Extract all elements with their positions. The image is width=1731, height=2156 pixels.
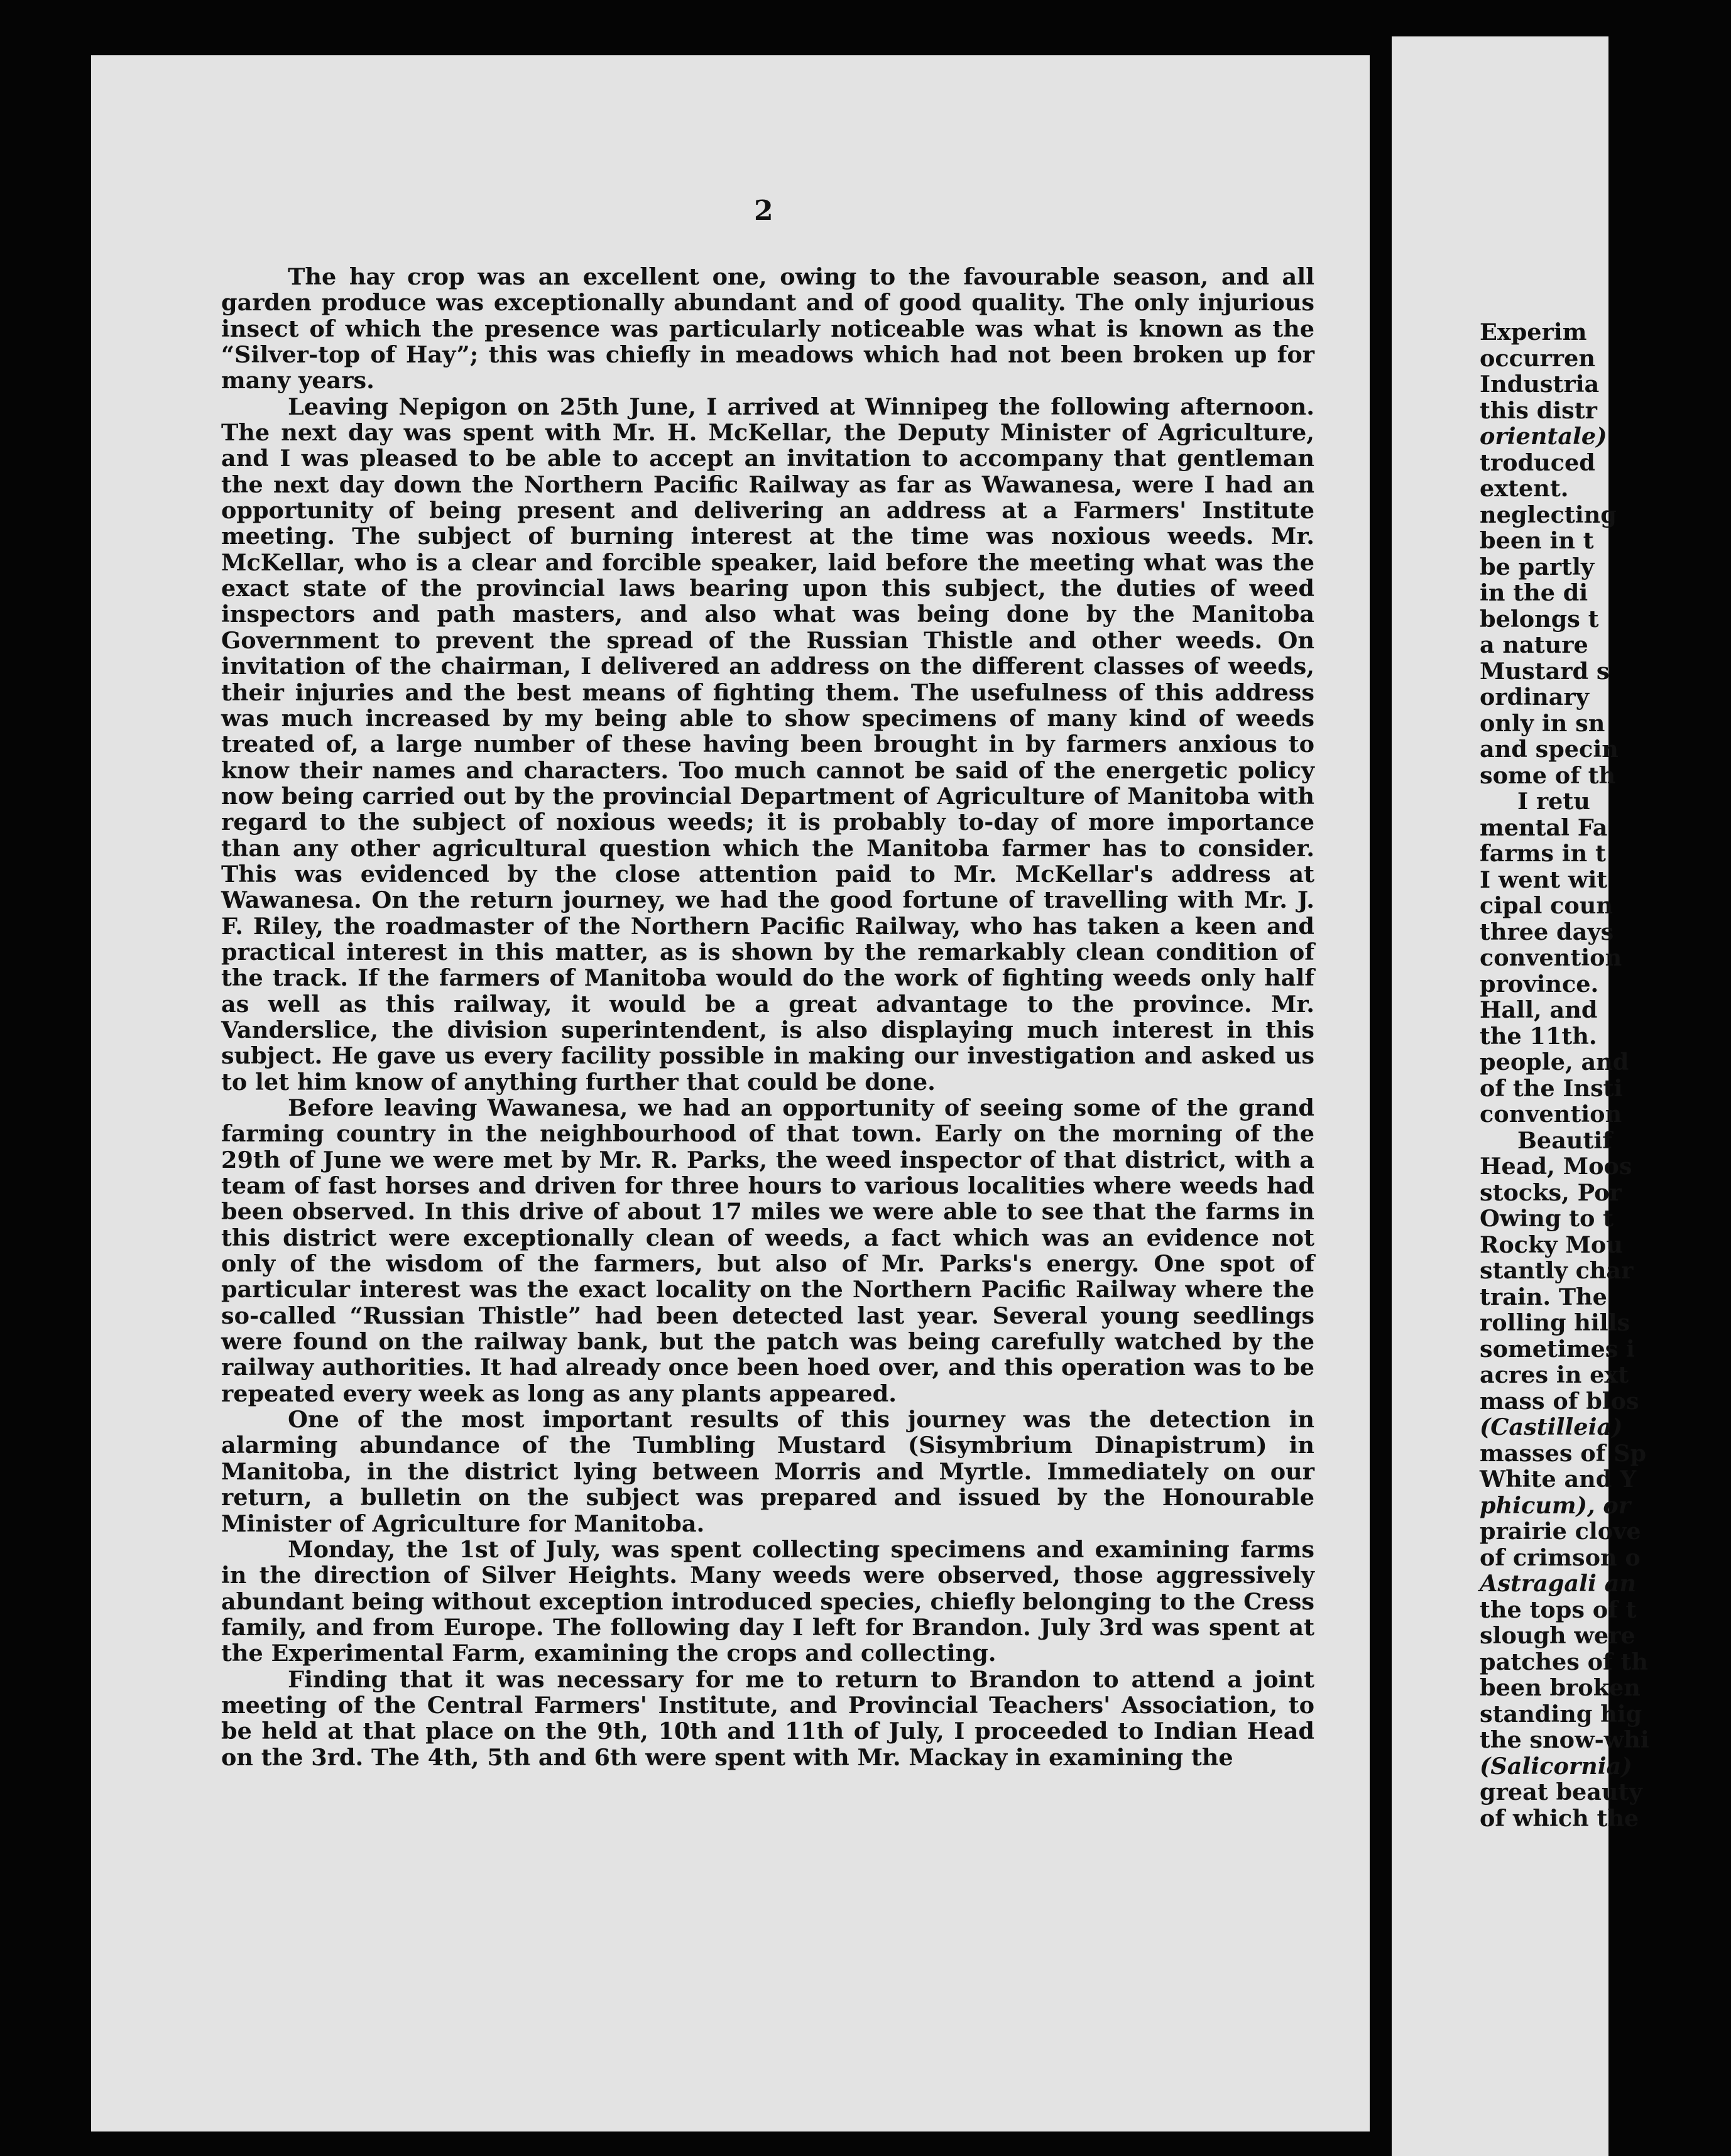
right-page-line: mental Fa bbox=[1480, 814, 1608, 841]
right-page-line: masses of Sp bbox=[1480, 1439, 1647, 1467]
right-page-line: patches of th bbox=[1480, 1648, 1648, 1675]
right-page-line: this distr bbox=[1480, 396, 1597, 424]
right-page-line: in the di bbox=[1480, 579, 1588, 606]
right-page-line: Owing to t bbox=[1480, 1205, 1614, 1232]
right-page-line: occurren bbox=[1480, 344, 1595, 372]
right-page-line: Rocky Mou bbox=[1480, 1231, 1623, 1258]
right-page-line: belongs t bbox=[1480, 605, 1599, 633]
page-gutter bbox=[1370, 25, 1392, 2156]
right-page-line: people, and bbox=[1480, 1048, 1629, 1075]
right-page-line: train. The bbox=[1480, 1283, 1607, 1310]
right-page-line: White and Y bbox=[1480, 1466, 1637, 1493]
right-page-line: farms in t bbox=[1480, 840, 1606, 867]
right-page-line: three days bbox=[1480, 918, 1614, 945]
right-page-line: troduced bbox=[1480, 449, 1595, 476]
right-page-line: acres in ext bbox=[1480, 1361, 1629, 1388]
right-page-line: I went wit bbox=[1480, 866, 1608, 893]
body-text bbox=[221, 264, 1314, 1770]
right-page-line: the snow-whi bbox=[1480, 1726, 1649, 1753]
right-page-line: slough were bbox=[1480, 1622, 1635, 1649]
paragraph: Before leaving Wawanesa, we had an opportunity of seeing some of the grand farming country in the neighbourhood of that town. Early on the morning of the 29th of June we were met by Mr. R. Parks, the weed inspector of that district, with a team of fast horses and driven for three hours to various localities where weeds had been observed. In this drive of about 17 miles we were able to see that the farms in this district were exceptionally clean of weeds, a fact which was an evidence not only of the wisdom of the farmers, but also of Mr. Parks's energy. One spot of particular interest was the exact locality on the Northern Pacific Railway where the so-called “Russian Thistle” had been detected last year. Several young seedlings were found on the railway bank, but the patch was being carefully watched by the railway authorities. It had already once been hoed over, and this operation was to be repeated every week as long as any plants appeared. bbox=[221, 1094, 1314, 1407]
right-page-line: province. bbox=[1480, 970, 1599, 998]
right-page-line: Beautif bbox=[1517, 1126, 1613, 1154]
right-page-line: been broken bbox=[1480, 1674, 1641, 1701]
right-page-line: (Salicornia) bbox=[1480, 1752, 1632, 1780]
right-page-line: sometimes i bbox=[1480, 1335, 1635, 1363]
paragraph: Monday, the 1st of July, was spent collecting specimens and examining farms in the direction of Silver Heights. Many weeds were observed, those aggressively abundant being without exception introduced species, chiefly belonging to the Cress family, and from Europe. The following day I left for Brandon. July 3rd was spent at the Experimental Farm, examining the crops and collecting. bbox=[221, 1535, 1314, 1667]
right-page-line: be partly bbox=[1480, 553, 1595, 580]
right-page-line: convention bbox=[1480, 944, 1622, 971]
right-page-line: stantly char bbox=[1480, 1257, 1634, 1284]
right-page-line: (Castilleia) bbox=[1480, 1413, 1623, 1440]
right-page-line: Mustard s bbox=[1480, 657, 1610, 685]
paragraph: Finding that it was necessary for me to return to Brandon to attend a joint meeting of the Central Farmers' Institute, and Provincial Teachers' Association, to be held at that place on the 9th, 10th and 11th of July, I proceeded to Indian Head on the 3rd. The 4th, 5th and 6th were spent with Mr. Mackay in examining the bbox=[221, 1665, 1314, 1771]
right-page-line: of crimson o bbox=[1480, 1544, 1641, 1571]
right-page-line: a nature bbox=[1480, 631, 1588, 658]
right-page-line: prairie clove bbox=[1480, 1518, 1641, 1545]
right-page-line: Head, Moos bbox=[1480, 1153, 1632, 1180]
right-page-line: Astragali an bbox=[1480, 1570, 1636, 1597]
right-page-line: phicum), or bbox=[1480, 1491, 1631, 1519]
right-page-line: mass of blos bbox=[1480, 1387, 1639, 1415]
right-page-fragment bbox=[1392, 36, 1649, 2156]
right-page-line: Hall, and bbox=[1480, 996, 1598, 1023]
right-page-line: neglecting bbox=[1480, 501, 1617, 528]
right-page-line: orientale) bbox=[1480, 423, 1607, 450]
right-page-line: great beauty bbox=[1480, 1778, 1642, 1805]
page-number: 2 bbox=[754, 195, 773, 227]
right-page-line: standing hig bbox=[1480, 1700, 1642, 1728]
right-page-line: Experim bbox=[1480, 318, 1587, 346]
right-page-line: been in t bbox=[1480, 527, 1594, 554]
right-page-line: only in sn bbox=[1480, 709, 1605, 737]
right-page-line: cipal coun bbox=[1480, 892, 1613, 919]
right-page-line: the tops of t bbox=[1480, 1596, 1637, 1623]
right-page-line: some of th bbox=[1480, 761, 1616, 789]
right-page-line: and specin bbox=[1480, 736, 1619, 763]
right-page-line: extent. bbox=[1480, 475, 1569, 502]
right-page-line: convention bbox=[1480, 1101, 1622, 1128]
paragraph: One of the most important results of this journey was the detection in alarming abundance of the Tumbling Mustard (Sisymbrium Dinapistrum) in Manitoba, in the district lying between Morris and Myrtle. Immediately on our return, a bulletin on the subject was prepared and issued by the Honourable Minister of Agriculture for Manitoba. bbox=[221, 1406, 1314, 1537]
right-page-line: of which the bbox=[1480, 1804, 1639, 1832]
right-page-line: I retu bbox=[1517, 788, 1590, 815]
right-page-line: the 11th. bbox=[1480, 1022, 1597, 1050]
right-page-line: ordinary bbox=[1480, 683, 1589, 710]
right-page-line: of the Insti bbox=[1480, 1074, 1623, 1102]
right-page-line: stocks, Por bbox=[1480, 1179, 1622, 1206]
paragraph: The hay crop was an excellent one, owing to the favourable season, and all garden produce was exceptionally abundant and of good quality. The only injurious insect of which the presence was particularly noticeable was what is known as the “Silver-top of Hay”; this was chiefly in meadows which had not been broken up for many years. bbox=[221, 263, 1314, 395]
right-page-line: rolling hills bbox=[1480, 1309, 1630, 1336]
paragraph: Leaving Nepigon on 25th June, I arrived at Winnipeg the following afternoon. The next day was spent with Mr. H. McKellar, the Deputy Minister of Agriculture, and I was pleased to be able to accept an invitation to accompany that gentleman the next day down the Northern Pacific Railway as far as Wawanesa, were I had an opportunity of being present and delivering an address at a Farmers' Institute meeting. The subject of burning interest at the time was noxious weeds. Mr. McKellar, who is a clear and forcible speaker, laid before the meeting what was the exact state of the provincial laws bearing upon this subject, the duties of weed inspectors and path masters, and also what was being done by the Manitoba Government to prevent the spread of the Russian Thistle and other weeds. On invitation of the chairman, I delivered an address on the different classes of weeds, their injuries and the best means of fighting them. The usefulness of this address was much increased by my being able to show specimens of many kind of weeds treated of, a large number of these having been brought in by farmers anxious to know their names and characters. Too much cannot be said of the energetic policy now being carried out by the provincial Department of Agriculture of Manitoba with regard to the subject of noxious weeds; it is probably to-day of more importance than any other agricultural question which the Manitoba farmer has to consider. This was evidenced by the close attention paid to Mr. McKellar's address at Wawanesa. On the return journey, we had the good fortune of travelling with Mr. J. F. Riley, the roadmaster of the Northern Pacific Railway, who has taken a keen and practical interest in this matter, as is shown by the remarkably clean condition of the track. If the farmers of Manitoba would do the work of fighting weeds only half as well as this railway, it would be a great advantage to the province. Mr. Vanderslice, the division superintendent, is also displaying much interest in this subject. He gave us every facility possible in making our investigation and asked us to let him know of anything further that could be done. bbox=[221, 393, 1314, 1096]
right-page-text bbox=[1480, 319, 1731, 1831]
right-page-line: Industria bbox=[1480, 371, 1600, 398]
